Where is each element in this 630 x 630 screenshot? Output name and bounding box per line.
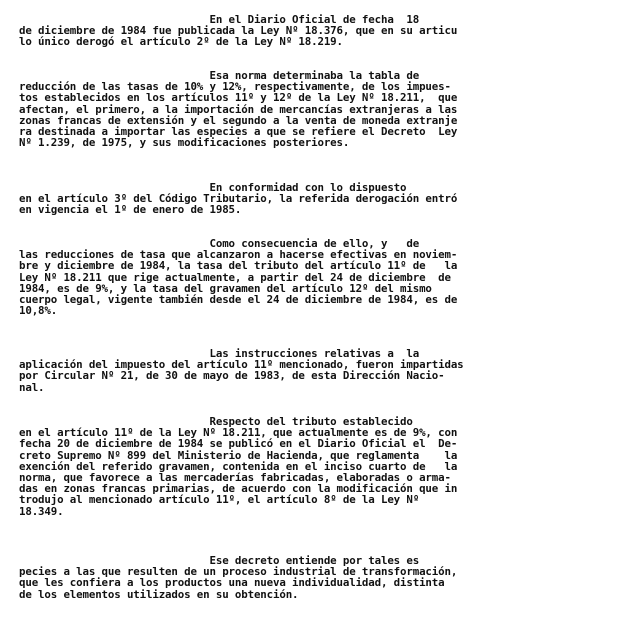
text-line: norma, que favorece a las mercaderías fabricadas, elaboradas o arma- — [19, 470, 451, 484]
paragraph-6 — [19, 416, 607, 517]
paragraph-2 — [19, 70, 607, 148]
text-line: nal. — [19, 380, 45, 394]
text-line: lo único derogó el artículo 2º de la Ley Nº 18.219. — [19, 35, 343, 49]
text-line: que les confiera a los productos una nueva individualidad, distinta — [19, 576, 445, 590]
paragraph-5 — [19, 348, 607, 393]
text-line: 18.349. — [19, 504, 64, 518]
text-line: reducción de las tasas de 10% y 12%, respectivamente, de los impues- — [19, 80, 451, 94]
text-line: Nº 1.239, de 1975, y sus modificaciones posteriores. — [19, 136, 350, 150]
text-line: Respecto del tributo establecido — [19, 415, 413, 428]
text-line: en vigencia el 1º de enero de 1985. — [19, 203, 242, 217]
text-line: en el artículo 11º de la Ley Nº 18.211, que actualmente es de 9%, con — [19, 426, 458, 440]
paragraph-1 — [19, 14, 607, 48]
text-line: 10,8%. — [19, 304, 58, 318]
text-line: das en zonas francas primarias, de acuerdo con la modificación que in — [19, 482, 458, 496]
text-line: afectan, el primero, a la importación de mercancías extranjeras a las — [19, 102, 458, 116]
paragraph-3 — [19, 182, 607, 216]
text-line: bre y diciembre de 1984, la tasa del tributo del artículo 11º de la — [19, 259, 458, 273]
text-line: Ese decreto entiende por tales es — [19, 554, 420, 567]
text-line: exención del referido gravamen, contenida en el inciso cuarto de la — [19, 459, 458, 473]
text-line: cuerpo legal, vigente también desde el 24 de diciembre de 1984, es de — [19, 292, 458, 306]
text-line: de diciembre de 1984 fue publicada la Ley Nº 18.376, que en su articu — [19, 24, 458, 38]
text-line: ra destinada a importar las especies a que se refiere el Decreto Ley — [19, 124, 458, 138]
text-line: las reducciones de tasa que alcanzaron a hacerse efectivas en noviem- — [19, 248, 458, 262]
text-line: En conformidad con lo dispuesto — [19, 181, 407, 194]
text-line: creto Supremo Nº 899 del Ministerio de Hacienda, que reglamenta la — [19, 448, 458, 462]
text-line: En el Diario Oficial de fecha 18 — [19, 13, 420, 26]
text-line: 1984, es de 9%, y la tasa del gravamen del artículo 12º del mismo — [19, 281, 432, 295]
text-line: Esa norma determinaba la tabla de — [19, 69, 420, 82]
paragraph-7 — [19, 555, 607, 600]
text-line: tos establecidos en los artículos 11º y 12º de la Ley Nº 18.211, que — [19, 91, 458, 105]
text-line: trodujo al mencionado artículo 11º, el artículo 8º de la Ley Nº — [19, 493, 420, 507]
text-line: fecha 20 de diciembre de 1984 se publicó en el Diario Oficial el De- — [19, 437, 458, 451]
text-line: Como consecuencia de ello, y de — [19, 237, 420, 250]
text-line: pecies a las que resulten de un proceso industrial de transformación, — [19, 565, 458, 579]
paragraph-4 — [19, 238, 607, 316]
text-line: en el artículo 3º del Código Tributario, la referida derogación entró — [19, 192, 458, 206]
text-line: zonas francas de extensión y el segundo a la venta de moneda extranje — [19, 113, 458, 127]
text-line: aplicación del impuesto del artículo 11º mencionado, fueron impartidas — [19, 358, 464, 372]
text-line: por Circular Nº 21, de 30 de mayo de 1983, de esta Dirección Nacio- — [19, 369, 445, 383]
text-line: de los elementos utilizados en su obtención. — [19, 587, 299, 601]
text-line: Ley Nº 18.211 que rige actualmente, a partir del 24 de diciembre de — [19, 270, 451, 284]
text-line: Las instrucciones relativas a la — [19, 347, 420, 360]
